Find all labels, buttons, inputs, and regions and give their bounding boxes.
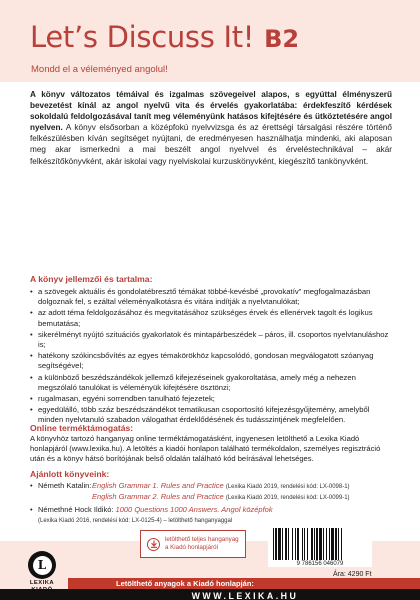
book-details: (Lexika Kiadó 2019, rendelési kód: LX-0098-1) — [225, 484, 350, 490]
features-heading: A könyv jellemzői és tartalma: — [30, 274, 153, 284]
download-icon — [147, 538, 160, 551]
recommended-book — [38, 505, 273, 515]
book-details: (Lexika Kiadó 2016, rendelési kód: LX-0125-4) — [38, 518, 162, 524]
recommended-books — [92, 481, 350, 503]
download-banner: Letölthető anyagok a Kiadó honlapján: — [68, 578, 420, 589]
book-subtitle: Mondd el a véleményed angolul! — [31, 64, 168, 75]
feature-item: • hatékony szókincsbővítés az egyes témakörökhöz kapcsolódó, gondosan megválogatott szóanyag segítségével; — [30, 351, 390, 371]
barcode-bar — [275, 528, 277, 560]
barcode — [268, 527, 372, 561]
book-note: – letölthető hanganyaggal — [161, 518, 233, 524]
intro-paragraph — [30, 89, 392, 167]
barcode-bar — [278, 528, 281, 560]
barcode-bar — [282, 528, 283, 560]
barcode-bar — [304, 528, 305, 560]
online-support-heading: Online terméktámogatás: — [30, 423, 134, 433]
level-badge: B2 — [264, 25, 300, 53]
barcode-bar — [307, 528, 308, 560]
barcode-bar — [316, 528, 318, 560]
recommended-book-details — [38, 515, 273, 526]
barcode-bar — [331, 528, 334, 560]
feature-item: • a különböző beszédszándékok jellemző kifejezéseinek gyakoroltatása, amely még a nehezen megszólaló tanulókat is véleményük kifejtésére ösztönzi; — [30, 373, 390, 393]
feature-item: • a szövegek aktuális és gondolatébresztő témákat többé-kevésbé „provokatív” megfogalmazásban dolgoznak fel, s ezáltal véleményalkotásra és vitára indítják a nyelvtanulókat; — [30, 287, 390, 307]
price-label: Ára: 4290 Ft — [333, 571, 372, 578]
features-list — [30, 287, 390, 427]
barcode-bar — [297, 528, 299, 560]
logo-letter: L — [33, 556, 52, 575]
book-title: English Grammar 1. Rules and Practice — [92, 481, 224, 490]
barcode-bar — [311, 528, 313, 560]
intro-regular-text: A könyv elsősorban a középfokú nyelvvizsga és az érettségi társalgási részére történő felkészülésben kíván segítséget nyújtani, de eredményesen használhatja mindenki, aki alaposan meg akar ismerkedni a mai beszélt angol nyelvvel és érveléstechnikával – akár felkészítőkönyvként, akár iskolai vagy nyelviskolai kurzuskönyvként, kiegészítő tankönyvként. — [30, 123, 392, 166]
barcode-bar — [329, 528, 330, 560]
book-title: 1000 Questions 1000 Answers. Angol középfok — [115, 505, 273, 514]
feature-item: • az adott téma feldolgozásához és megvitatásához szükséges érvek és ellenérvek tagolt és logikus bemutatása; — [30, 308, 390, 328]
barcode-bar — [295, 528, 296, 560]
barcode-bar — [323, 528, 324, 560]
online-support-text: A könyvhöz tartozó hanganyag online terméktámogatásként, ingyenesen letölthető a Lexika Kiadó honlapjáról (www.lexika.hu). A letöltés a kiadói honlapon található termékoldalon, személyes regisztráció után és a könyv hátsó borítójának belső oldalán található kód beírásával lehetséges. — [30, 434, 381, 464]
feature-item: • egyedülálló, több száz beszédszándékot tematikusan csoportosító kifejezésgyűjtemény, amelyből minden nyelvtanuló szabadon válogathat érdeklődésének és tudásszintjének megfelelően. — [30, 405, 390, 425]
barcode-bar — [292, 528, 293, 560]
recommended-book — [92, 481, 350, 492]
barcode-bar — [285, 528, 287, 560]
recommended-book — [92, 492, 350, 503]
cover-title-row — [30, 20, 299, 54]
download-line-2: a Kiadó honlapjáról — [165, 544, 218, 551]
bullet: • — [30, 505, 33, 514]
website-link[interactable]: WWW.LEXIKA.HU — [191, 591, 299, 600]
barcode-bar — [302, 528, 303, 560]
publisher-logo — [14, 551, 70, 593]
recommended-heading: Ajánlott könyveink: — [30, 469, 110, 479]
barcode-bar — [341, 528, 342, 560]
recommended-books — [38, 505, 273, 526]
recommended-author: Némethné Hock Ildikó: — [38, 505, 114, 514]
barcode-bar — [326, 528, 327, 560]
barcode-bar — [273, 528, 274, 560]
barcode-bar — [314, 528, 315, 560]
feature-item: • sikerélményt nyújtó szituációs gyakorlatok és mintapárbeszédek – páros, ill. csoportos nyelvtanuláshoz is; — [30, 330, 390, 350]
feature-item: • rugalmasan, egyéni sorrendben tanulható fejezetek; — [30, 394, 390, 404]
recommended-author: Németh Katalin: — [38, 481, 92, 490]
bullet: • — [30, 481, 33, 490]
download-line-1: letölthető teljes hanganyag — [165, 536, 239, 544]
logo-emblem — [28, 551, 56, 579]
book-title: English Grammar 2. Rules and Practice — [92, 492, 224, 501]
barcode-bar — [335, 528, 337, 560]
logo-line-2: KIADÓ — [31, 586, 53, 593]
book-title: Let’s Discuss It! — [30, 20, 255, 54]
book-details: (Lexika Kiadó 2019, rendelési kód: LX-0099-1) — [225, 495, 350, 501]
barcode-bar — [338, 528, 339, 560]
barcode-bar — [319, 528, 322, 560]
logo-wordmark — [14, 580, 70, 593]
intro-bold-text: A könyv változatos témáival és izgalmas szövegeivel alapos, s egyúttal élményszerű bevezetést kínál az angol nyelvű vita és érvelés gyakorlatába: érdekfeszítő kérdések sokoldalú feldolgozásával tanít meg véleményünk hatásos kifejtésére és ütköztetésére angol nyelven. — [30, 90, 392, 133]
isbn-number: 9 786156 046079 — [268, 561, 372, 567]
logo-line-1: LEXIKA — [29, 580, 55, 586]
barcode-bar — [288, 528, 289, 560]
download-audio-box[interactable] — [140, 530, 246, 558]
download-text — [165, 536, 239, 551]
